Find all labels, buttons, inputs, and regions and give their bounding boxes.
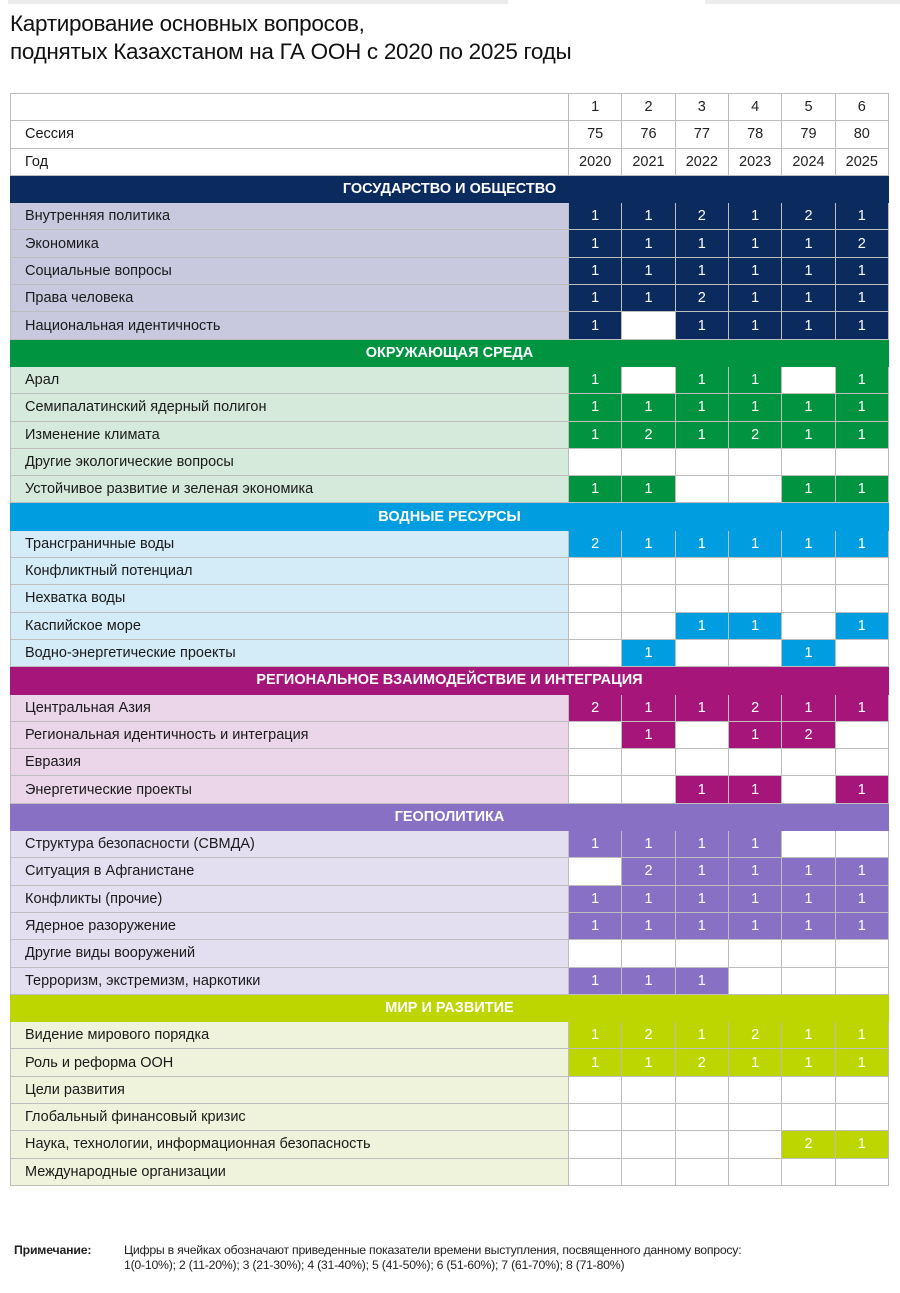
value-cell: 1 bbox=[622, 912, 675, 939]
value-cell: 1 bbox=[675, 1022, 728, 1049]
issue-label: Каспийское море bbox=[11, 612, 569, 639]
value-cell: 1 bbox=[728, 285, 781, 312]
empty-cell bbox=[622, 585, 675, 612]
value-cell: 1 bbox=[782, 257, 835, 284]
empty-cell bbox=[622, 776, 675, 803]
value-cell: 1 bbox=[569, 366, 622, 393]
value-cell: 1 bbox=[675, 885, 728, 912]
value-cell: 1 bbox=[728, 721, 781, 748]
empty-cell bbox=[622, 448, 675, 475]
value-cell: 1 bbox=[569, 394, 622, 421]
value-cell: 1 bbox=[569, 912, 622, 939]
value-cell: 2 bbox=[782, 203, 835, 230]
empty-cell bbox=[675, 585, 728, 612]
header-cell: 2023 bbox=[728, 148, 781, 175]
value-cell: 2 bbox=[782, 1131, 835, 1158]
empty-cell bbox=[728, 476, 781, 503]
value-cell: 2 bbox=[728, 421, 781, 448]
issues-table bbox=[10, 93, 889, 1186]
empty-cell bbox=[675, 558, 728, 585]
value-cell: 1 bbox=[782, 230, 835, 257]
issue-label: Конфликтный потенциал bbox=[11, 558, 569, 585]
empty-cell bbox=[675, 1131, 728, 1158]
header-cell: 4 bbox=[728, 94, 781, 121]
issue-label: Социальные вопросы bbox=[11, 257, 569, 284]
section-title: ГЕОПОЛИТИКА bbox=[11, 803, 889, 830]
value-cell: 1 bbox=[675, 776, 728, 803]
empty-cell bbox=[675, 1103, 728, 1130]
section-header-row bbox=[11, 803, 889, 830]
empty-cell bbox=[782, 1103, 835, 1130]
empty-cell bbox=[835, 940, 888, 967]
table-row bbox=[11, 940, 889, 967]
empty-cell bbox=[622, 558, 675, 585]
header-cell: 75 bbox=[569, 121, 622, 148]
header-row-label bbox=[11, 94, 569, 121]
value-cell: 1 bbox=[835, 312, 888, 339]
value-cell: 1 bbox=[835, 394, 888, 421]
value-cell: 1 bbox=[728, 885, 781, 912]
empty-cell bbox=[622, 1103, 675, 1130]
issue-label: Терроризм, экстремизм, наркотики bbox=[11, 967, 569, 994]
value-cell: 1 bbox=[569, 230, 622, 257]
value-cell: 1 bbox=[675, 230, 728, 257]
table-row bbox=[11, 912, 889, 939]
value-cell: 1 bbox=[728, 230, 781, 257]
header-row bbox=[11, 121, 889, 148]
table-row bbox=[11, 366, 889, 393]
empty-cell bbox=[569, 1076, 622, 1103]
table-row bbox=[11, 448, 889, 475]
empty-cell bbox=[835, 831, 888, 858]
value-cell: 1 bbox=[675, 831, 728, 858]
value-cell: 1 bbox=[782, 639, 835, 666]
value-cell: 1 bbox=[622, 831, 675, 858]
value-cell: 1 bbox=[622, 476, 675, 503]
empty-cell bbox=[622, 312, 675, 339]
table-row bbox=[11, 1158, 889, 1185]
empty-cell bbox=[569, 612, 622, 639]
empty-cell bbox=[569, 858, 622, 885]
value-cell: 1 bbox=[569, 831, 622, 858]
section-title: ГОСУДАРСТВО И ОБЩЕСТВО bbox=[11, 175, 889, 202]
issue-label: Другие экологические вопросы bbox=[11, 448, 569, 475]
header-cell: 2025 bbox=[835, 148, 888, 175]
section-header-row bbox=[11, 175, 889, 202]
empty-cell bbox=[569, 776, 622, 803]
value-cell: 1 bbox=[569, 1049, 622, 1076]
issue-label: Изменение климата bbox=[11, 421, 569, 448]
value-cell: 1 bbox=[675, 694, 728, 721]
value-cell: 1 bbox=[728, 776, 781, 803]
issue-label: Арал bbox=[11, 366, 569, 393]
value-cell: 2 bbox=[782, 721, 835, 748]
empty-cell bbox=[782, 776, 835, 803]
footnote-label: Примечание: bbox=[14, 1243, 92, 1257]
empty-cell bbox=[569, 749, 622, 776]
page-title bbox=[10, 10, 810, 66]
value-cell: 1 bbox=[622, 394, 675, 421]
table-row bbox=[11, 612, 889, 639]
table-row bbox=[11, 639, 889, 666]
value-cell: 1 bbox=[835, 885, 888, 912]
empty-cell bbox=[728, 1103, 781, 1130]
header-cell: 2021 bbox=[622, 148, 675, 175]
empty-cell bbox=[728, 940, 781, 967]
empty-cell bbox=[675, 749, 728, 776]
header-cell: 2020 bbox=[569, 148, 622, 175]
table-row bbox=[11, 257, 889, 284]
value-cell: 1 bbox=[835, 776, 888, 803]
table-row bbox=[11, 1131, 889, 1158]
empty-cell bbox=[569, 1103, 622, 1130]
empty-cell bbox=[622, 940, 675, 967]
empty-cell bbox=[782, 1076, 835, 1103]
empty-cell bbox=[782, 585, 835, 612]
header-cell: 3 bbox=[675, 94, 728, 121]
value-cell: 1 bbox=[835, 1049, 888, 1076]
empty-cell bbox=[835, 639, 888, 666]
value-cell: 1 bbox=[728, 530, 781, 557]
header-cell: 80 bbox=[835, 121, 888, 148]
value-cell: 1 bbox=[835, 694, 888, 721]
value-cell: 1 bbox=[622, 639, 675, 666]
header-cell: 6 bbox=[835, 94, 888, 121]
value-cell: 1 bbox=[622, 257, 675, 284]
value-cell: 1 bbox=[728, 203, 781, 230]
issue-label: Национальная идентичность bbox=[11, 312, 569, 339]
empty-cell bbox=[675, 940, 728, 967]
section-title: МИР И РАЗВИТИЕ bbox=[11, 994, 889, 1021]
value-cell: 1 bbox=[782, 1022, 835, 1049]
header-row-label: Сессия bbox=[11, 121, 569, 148]
table-row bbox=[11, 312, 889, 339]
table-row bbox=[11, 1049, 889, 1076]
empty-cell bbox=[835, 749, 888, 776]
empty-cell bbox=[782, 967, 835, 994]
footnote-line-1: Цифры в ячейках обозначают приведенные показатели времени выступления, посвященного данному вопросу: bbox=[124, 1243, 742, 1257]
value-cell: 2 bbox=[728, 1022, 781, 1049]
value-cell: 1 bbox=[728, 1049, 781, 1076]
value-cell: 1 bbox=[622, 721, 675, 748]
value-cell: 2 bbox=[569, 694, 622, 721]
empty-cell bbox=[782, 558, 835, 585]
empty-cell bbox=[782, 612, 835, 639]
empty-cell bbox=[569, 585, 622, 612]
header-row-label: Год bbox=[11, 148, 569, 175]
value-cell: 1 bbox=[622, 1049, 675, 1076]
value-cell: 1 bbox=[835, 858, 888, 885]
value-cell: 2 bbox=[622, 1022, 675, 1049]
value-cell: 1 bbox=[782, 694, 835, 721]
value-cell: 1 bbox=[569, 257, 622, 284]
empty-cell bbox=[675, 721, 728, 748]
value-cell: 1 bbox=[835, 1022, 888, 1049]
footnote-text bbox=[124, 1243, 894, 1273]
value-cell: 1 bbox=[835, 366, 888, 393]
header-cell: 1 bbox=[569, 94, 622, 121]
issue-label: Водно-энергетические проекты bbox=[11, 639, 569, 666]
issue-label: Другие виды вооружений bbox=[11, 940, 569, 967]
section-header-row bbox=[11, 339, 889, 366]
empty-cell bbox=[569, 448, 622, 475]
value-cell: 1 bbox=[835, 257, 888, 284]
empty-cell bbox=[569, 1131, 622, 1158]
table-row bbox=[11, 285, 889, 312]
issue-label: Ситуация в Афганистане bbox=[11, 858, 569, 885]
issue-label: Видение мирового порядка bbox=[11, 1022, 569, 1049]
value-cell: 2 bbox=[622, 421, 675, 448]
empty-cell bbox=[675, 448, 728, 475]
header-cell: 78 bbox=[728, 121, 781, 148]
empty-cell bbox=[835, 1076, 888, 1103]
header-cell: 2024 bbox=[782, 148, 835, 175]
value-cell: 1 bbox=[728, 394, 781, 421]
header-cell: 77 bbox=[675, 121, 728, 148]
table-row bbox=[11, 394, 889, 421]
table-row bbox=[11, 1022, 889, 1049]
issue-label: Структура безопасности (СВМДА) bbox=[11, 831, 569, 858]
value-cell: 1 bbox=[782, 285, 835, 312]
title-line-2: поднятых Казахстаном на ГА ООН с 2020 по 2025 годы bbox=[10, 39, 572, 64]
empty-cell bbox=[622, 1131, 675, 1158]
empty-cell bbox=[835, 721, 888, 748]
empty-cell bbox=[569, 940, 622, 967]
top-divider-right bbox=[705, 0, 900, 4]
empty-cell bbox=[622, 1158, 675, 1185]
issue-label: Устойчивое развитие и зеленая экономика bbox=[11, 476, 569, 503]
value-cell: 2 bbox=[675, 203, 728, 230]
empty-cell bbox=[569, 639, 622, 666]
value-cell: 2 bbox=[569, 530, 622, 557]
value-cell: 1 bbox=[675, 858, 728, 885]
value-cell: 1 bbox=[622, 530, 675, 557]
value-cell: 1 bbox=[569, 203, 622, 230]
empty-cell bbox=[835, 1158, 888, 1185]
section-title: ОКРУЖАЮЩАЯ СРЕДА bbox=[11, 339, 889, 366]
table-row bbox=[11, 1076, 889, 1103]
header-row bbox=[11, 94, 889, 121]
empty-cell bbox=[622, 1076, 675, 1103]
value-cell: 1 bbox=[728, 858, 781, 885]
value-cell: 1 bbox=[675, 912, 728, 939]
table-row bbox=[11, 203, 889, 230]
footnote-line-2: 1(0-10%); 2 (11-20%); 3 (21-30%); 4 (31-40%); 5 (41-50%); 6 (51-60%); 7 (61-70%); 8 (71-80%) bbox=[124, 1258, 625, 1272]
value-cell: 1 bbox=[569, 421, 622, 448]
table-row bbox=[11, 967, 889, 994]
empty-cell bbox=[728, 749, 781, 776]
value-cell: 1 bbox=[835, 612, 888, 639]
value-cell: 1 bbox=[675, 366, 728, 393]
title-line-1: Картирование основных вопросов, bbox=[10, 11, 365, 36]
table-row bbox=[11, 585, 889, 612]
value-cell: 1 bbox=[835, 285, 888, 312]
value-cell: 2 bbox=[622, 858, 675, 885]
value-cell: 1 bbox=[675, 612, 728, 639]
empty-cell bbox=[728, 585, 781, 612]
empty-cell bbox=[569, 1158, 622, 1185]
section-title: РЕГИОНАЛЬНОЕ ВЗАИМОДЕЙСТВИЕ И ИНТЕГРАЦИЯ bbox=[11, 667, 889, 694]
empty-cell bbox=[569, 721, 622, 748]
value-cell: 1 bbox=[728, 912, 781, 939]
empty-cell bbox=[622, 612, 675, 639]
section-header-row bbox=[11, 503, 889, 530]
value-cell: 1 bbox=[675, 421, 728, 448]
empty-cell bbox=[782, 940, 835, 967]
empty-cell bbox=[675, 476, 728, 503]
value-cell: 1 bbox=[675, 257, 728, 284]
value-cell: 2 bbox=[835, 230, 888, 257]
value-cell: 1 bbox=[728, 612, 781, 639]
issue-label: Нехватка воды bbox=[11, 585, 569, 612]
value-cell: 1 bbox=[835, 1131, 888, 1158]
issue-label: Права человека bbox=[11, 285, 569, 312]
empty-cell bbox=[569, 558, 622, 585]
value-cell: 1 bbox=[569, 476, 622, 503]
table-row bbox=[11, 476, 889, 503]
issue-label: Экономика bbox=[11, 230, 569, 257]
value-cell: 2 bbox=[675, 285, 728, 312]
table-row bbox=[11, 776, 889, 803]
empty-cell bbox=[835, 1103, 888, 1130]
issue-label: Региональная идентичность и интеграция bbox=[11, 721, 569, 748]
issue-label: Ядерное разоружение bbox=[11, 912, 569, 939]
value-cell: 1 bbox=[782, 912, 835, 939]
table-row bbox=[11, 421, 889, 448]
empty-cell bbox=[835, 967, 888, 994]
empty-cell bbox=[835, 585, 888, 612]
value-cell: 1 bbox=[622, 694, 675, 721]
issue-label: Международные организации bbox=[11, 1158, 569, 1185]
issue-label: Роль и реформа ООН bbox=[11, 1049, 569, 1076]
value-cell: 1 bbox=[835, 476, 888, 503]
issue-label: Цели развития bbox=[11, 1076, 569, 1103]
header-row bbox=[11, 148, 889, 175]
table-row bbox=[11, 530, 889, 557]
empty-cell bbox=[728, 639, 781, 666]
empty-cell bbox=[835, 558, 888, 585]
value-cell: 1 bbox=[782, 530, 835, 557]
value-cell: 1 bbox=[622, 203, 675, 230]
empty-cell bbox=[728, 558, 781, 585]
value-cell: 1 bbox=[782, 885, 835, 912]
table-row bbox=[11, 885, 889, 912]
issue-label: Глобальный финансовый кризис bbox=[11, 1103, 569, 1130]
value-cell: 1 bbox=[782, 312, 835, 339]
table-row bbox=[11, 558, 889, 585]
header-cell: 79 bbox=[782, 121, 835, 148]
issue-label: Семипалатинский ядерный полигон bbox=[11, 394, 569, 421]
value-cell: 1 bbox=[782, 476, 835, 503]
value-cell: 2 bbox=[728, 694, 781, 721]
empty-cell bbox=[782, 366, 835, 393]
empty-cell bbox=[728, 1131, 781, 1158]
value-cell: 1 bbox=[569, 312, 622, 339]
empty-cell bbox=[728, 448, 781, 475]
top-divider bbox=[8, 0, 508, 4]
issue-label: Энергетические проекты bbox=[11, 776, 569, 803]
value-cell: 1 bbox=[782, 421, 835, 448]
section-title: ВОДНЫЕ РЕСУРСЫ bbox=[11, 503, 889, 530]
issue-label: Конфликты (прочие) bbox=[11, 885, 569, 912]
value-cell: 1 bbox=[622, 885, 675, 912]
issue-label: Внутренняя политика bbox=[11, 203, 569, 230]
value-cell: 1 bbox=[728, 366, 781, 393]
value-cell: 1 bbox=[728, 257, 781, 284]
value-cell: 1 bbox=[835, 421, 888, 448]
value-cell: 1 bbox=[569, 285, 622, 312]
table-row bbox=[11, 858, 889, 885]
value-cell: 1 bbox=[835, 530, 888, 557]
section-header-row bbox=[11, 994, 889, 1021]
value-cell: 1 bbox=[782, 858, 835, 885]
value-cell: 1 bbox=[622, 967, 675, 994]
table-row bbox=[11, 831, 889, 858]
empty-cell bbox=[782, 1158, 835, 1185]
empty-cell bbox=[835, 448, 888, 475]
table-row bbox=[11, 230, 889, 257]
table-row bbox=[11, 694, 889, 721]
empty-cell bbox=[675, 1076, 728, 1103]
value-cell: 1 bbox=[675, 530, 728, 557]
table-row bbox=[11, 1103, 889, 1130]
value-cell: 1 bbox=[569, 1022, 622, 1049]
table-row bbox=[11, 721, 889, 748]
empty-cell bbox=[622, 366, 675, 393]
header-cell: 2 bbox=[622, 94, 675, 121]
value-cell: 1 bbox=[782, 1049, 835, 1076]
header-cell: 5 bbox=[782, 94, 835, 121]
value-cell: 1 bbox=[675, 967, 728, 994]
header-cell: 76 bbox=[622, 121, 675, 148]
value-cell: 2 bbox=[675, 1049, 728, 1076]
value-cell: 1 bbox=[569, 885, 622, 912]
value-cell: 1 bbox=[835, 203, 888, 230]
value-cell: 1 bbox=[675, 394, 728, 421]
value-cell: 1 bbox=[569, 967, 622, 994]
value-cell: 1 bbox=[622, 285, 675, 312]
empty-cell bbox=[675, 1158, 728, 1185]
issue-label: Наука, технологии, информационная безопасность bbox=[11, 1131, 569, 1158]
issue-label: Трансграничные воды bbox=[11, 530, 569, 557]
section-header-row bbox=[11, 667, 889, 694]
empty-cell bbox=[675, 639, 728, 666]
value-cell: 1 bbox=[675, 312, 728, 339]
empty-cell bbox=[728, 1158, 781, 1185]
value-cell: 1 bbox=[622, 230, 675, 257]
table-row bbox=[11, 749, 889, 776]
value-cell: 1 bbox=[835, 912, 888, 939]
issue-label: Центральная Азия bbox=[11, 694, 569, 721]
issue-label: Евразия bbox=[11, 749, 569, 776]
header-cell: 2022 bbox=[675, 148, 728, 175]
empty-cell bbox=[622, 749, 675, 776]
empty-cell bbox=[728, 967, 781, 994]
empty-cell bbox=[782, 831, 835, 858]
empty-cell bbox=[782, 448, 835, 475]
empty-cell bbox=[782, 749, 835, 776]
value-cell: 1 bbox=[728, 831, 781, 858]
empty-cell bbox=[728, 1076, 781, 1103]
value-cell: 1 bbox=[782, 394, 835, 421]
value-cell: 1 bbox=[728, 312, 781, 339]
